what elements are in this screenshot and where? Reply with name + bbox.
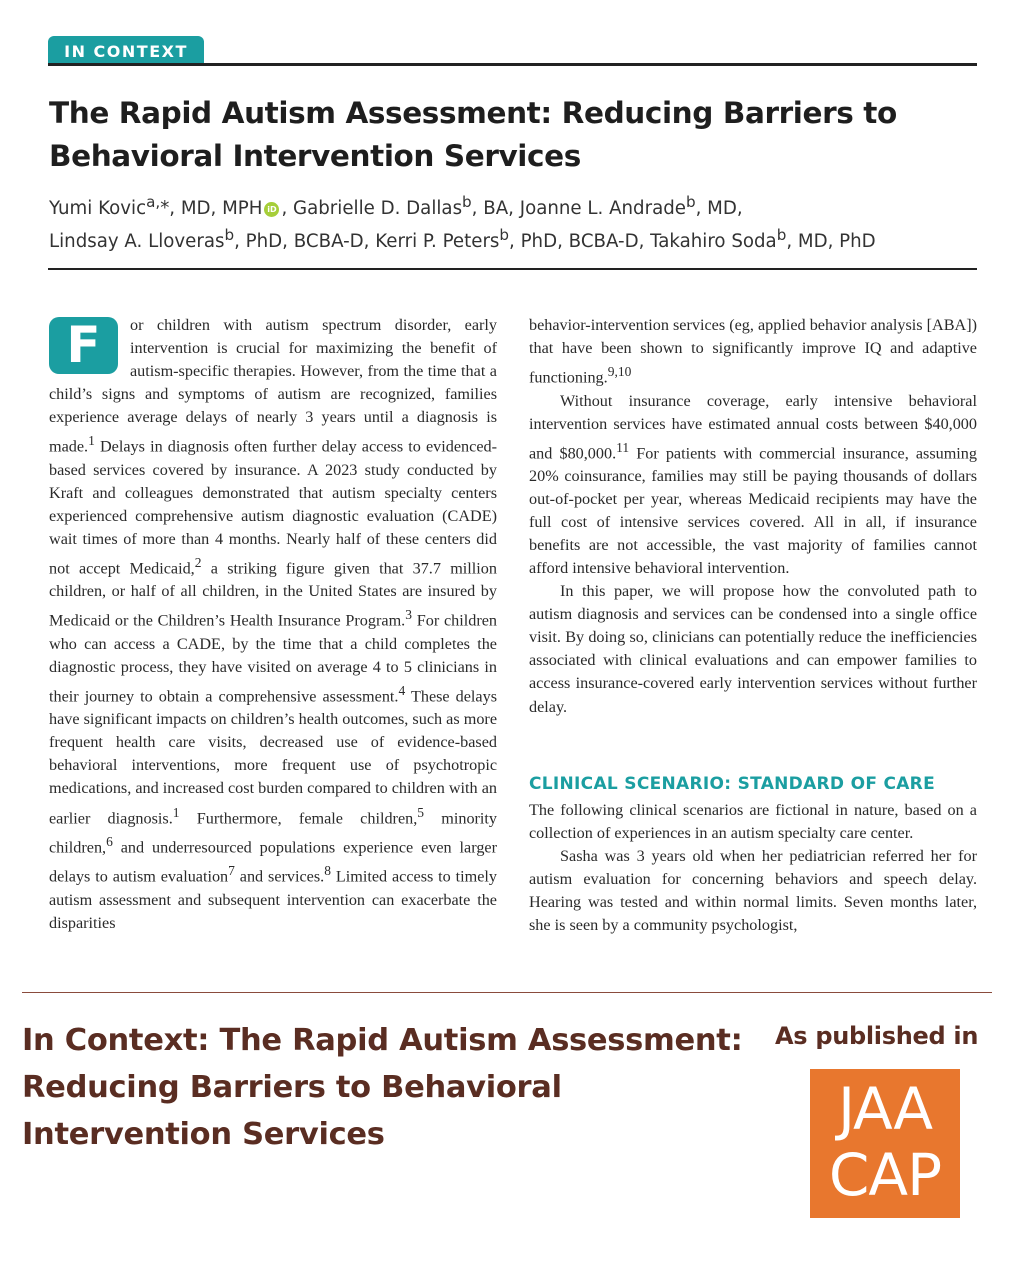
- article-title: The Rapid Autism Assessment: Reducing Barriers to Behavioral Intervention Services: [49, 96, 897, 173]
- right-column: [529, 314, 977, 719]
- published-in-label: As published in: [775, 1022, 979, 1050]
- header-rule: [48, 268, 977, 270]
- author-list: Yumi Kovic$^{a,}$*, MD, MPH iD , Gabrielle D. Dallas$^b$, BA, Joanne L. Andrade$^b$, MD, Lindsay A. Lloveras$^b$, PhD, BCBA-D, Kerri P. Peters$^b$, PhD, BCBA-D, Takahiro Soda$^b$, MD, PhD: [49, 193, 876, 253]
- paragraph-scenario-intro: The following clinical scenarios are fictional in nature, based on a collection of experiences in an autism specialty care center.: [529, 801, 977, 843]
- scenario-column: [529, 799, 977, 937]
- paragraph-continuation: behavior-intervention services (eg, applied behavior analysis [ABA]) that have been shown to significantly improve IQ and adaptive functioning.$^{9,10}$: [529, 316, 977, 387]
- left-column: [49, 314, 497, 935]
- top-rule: [48, 63, 977, 66]
- post-caption: In Context: The Rapid Autism Assessment: Reducing Barriers to Behavioral Intervention Services: [22, 1023, 743, 1152]
- logo-line-2: CAP: [828, 1141, 942, 1209]
- section-tag: IN CONTEXT: [48, 36, 204, 66]
- paragraph-costs: Without insurance coverage, early intensive behavioral intervention services have estimated annual costs between $40,000 and $80,000.11 For patients with commercial insurance, assuming 20% coinsurance, families may still be paying thousands of dollars out-of-pocket per year, whereas Medicaid recipients may have the full cost of intensive services covered. All in all, if insurance benefits are not accessible, the vast majority of families cannot afford intensive behavioral intervention.: [529, 391, 977, 578]
- footer-rule: [22, 992, 992, 993]
- intro-paragraph: or children with autism spectrum disorder, early intervention is crucial for maximizing the benefit of autism-specific therapies. However, from the time that a child’s signs and symptoms of autism are recognized, families experience average delays of nearly 3 years until a diagnosis is made.$^1$ Delays in diagnosis often further delay access to evidenced-based services covered by insurance. A 2023 study conducted by Kraft and colleagues demonstrated that autism specialty centers experienced comprehensive autism diagnostic evaluation (CADE) wait times of more than 4 months. Nearly half of these centers did not accept Medicaid,$^2$ a striking figure given that 37.7 million children, or half of all children, in the United States are insured by Medicaid or the Children’s Health Insurance Program.$^3$ For children who can access a CADE, by the time that a child completes the diagnostic process, they have visited on average 4 to 5 clinicians in their journey to obtain a comprehensive assessment.$^4$ These delays have significant impacts on children’s health outcomes, such as more frequent health care visits, decreased use of evidence-based behavioral interventions, more frequent use of psychotropic medications, and increased cost burden compared to children with an earlier diagnosis.$^1$ Furthermore, female children,$^5$ minority children,$^6$ and underresourced populations experience even larger delays to autism evaluation$^7$ and services.$^8$ Limited access to timely autism assessment and subsequent intervention can exacerbate the disparities: [49, 316, 498, 932]
- section-heading: CLINICAL SCENARIO: STANDARD OF CARE: [529, 774, 935, 794]
- jaacap-logo: [810, 1069, 960, 1218]
- drop-cap: F: [49, 317, 118, 374]
- logo-line-1: JAA: [837, 1075, 933, 1143]
- paragraph-scenario-sasha: Sasha was 3 years old when her pediatrician referred her for autism evaluation for concerning behaviors and speech delay. Hearing was tested and within normal limits. Seven months later, she is seen by a community psychologist,: [529, 847, 977, 935]
- paragraph-proposal: In this paper, we will propose how the convoluted path to autism diagnosis and services can be condensed into a single office visit. By doing so, clinicians can potentially reduce the inefficiencies associated with clinical evaluations and can empower families to access insurance-covered early intervention services without further delay.: [529, 582, 977, 716]
